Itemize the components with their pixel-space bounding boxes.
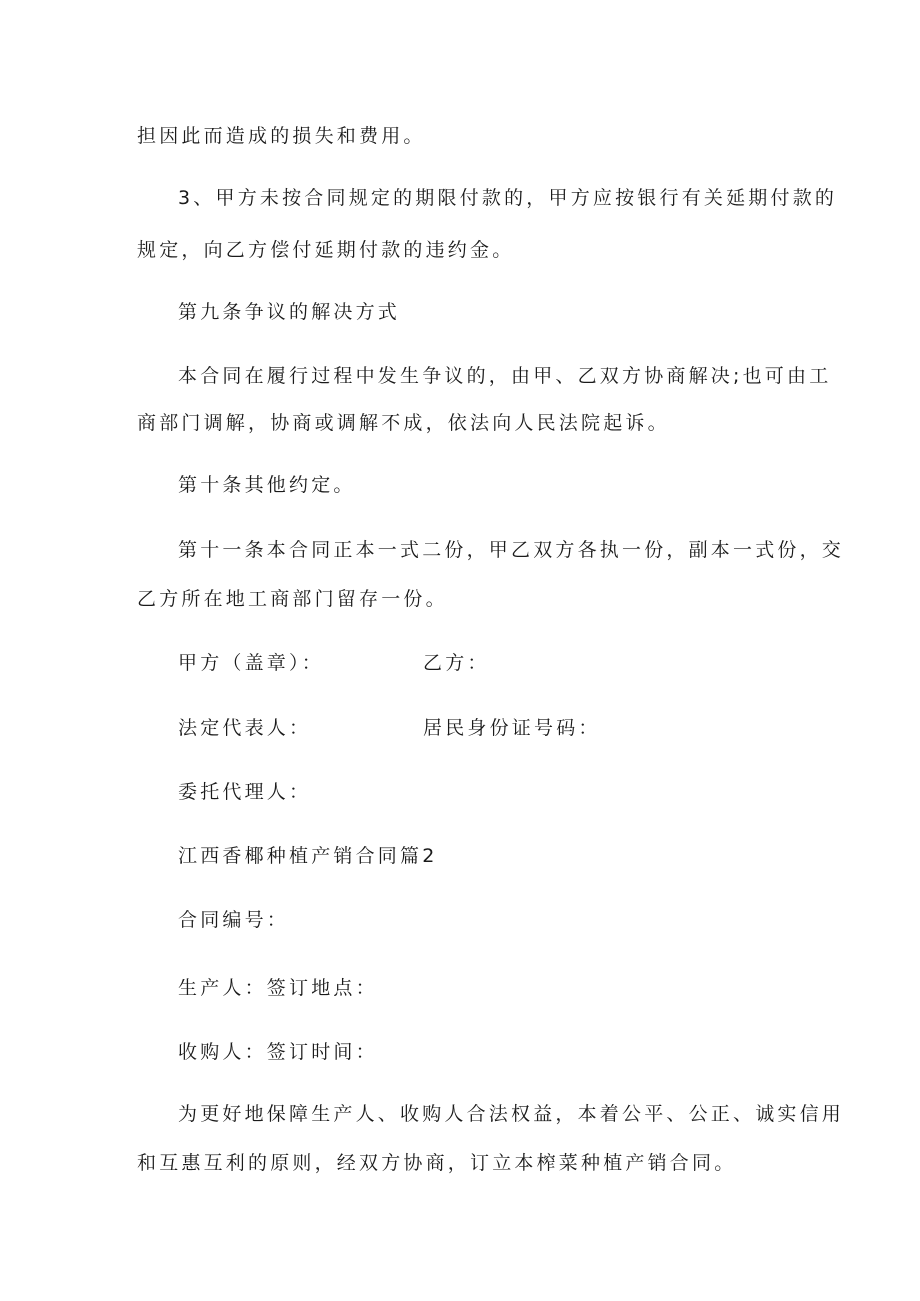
article-11-line-1: 第十一条本合同正本一式二份，甲乙双方各执一份，副本一式份，交 [178, 539, 845, 561]
intro-line-1: 为更好地保障生产人、收购人合法权益，本着公平、公正、诚实信用 [178, 1103, 845, 1125]
paragraph-continuation: 担因此而造成的损失和费用。 [137, 125, 426, 147]
agent-label: 委托代理人： [178, 781, 312, 803]
intro-line-2: 和互惠互利的原则，经双方协商，订立本榨菜种植产销合同。 [137, 1152, 737, 1174]
id-number-label: 居民身份证号码： [423, 717, 601, 739]
section-2-title: 江西香椰种植产销合同篇2 [178, 845, 438, 867]
clause-3-line-2: 规定，向乙方偿付延期付款的违约金。 [137, 239, 515, 261]
article-11-line-2: 乙方所在地工商部门留存一份。 [137, 588, 448, 610]
party-a-seal-label: 甲方（盖章）： [178, 652, 324, 674]
article-9-title: 第九条争议的解决方式 [178, 301, 401, 323]
article-9-line-1: 本合同在履行过程中发生争议的，由甲、乙双方协商解决;也可由工 [178, 365, 832, 387]
producer-signing-place: 生产人：签订地点： [178, 977, 378, 999]
clause-3-line-1: 3、甲方未按合同规定的期限付款的，甲方应按银行有关延期付款的 [178, 187, 838, 209]
article-10-title: 第十条其他约定。 [178, 474, 356, 496]
article-9-line-2: 商部门调解，协商或调解不成，依法向人民法院起诉。 [137, 412, 670, 434]
legal-representative-label: 法定代表人： [178, 717, 312, 739]
contract-number-label: 合同编号： [178, 909, 290, 931]
buyer-signing-time: 收购人：签订时间： [178, 1041, 378, 1063]
party-b-label: 乙方： [423, 652, 490, 674]
